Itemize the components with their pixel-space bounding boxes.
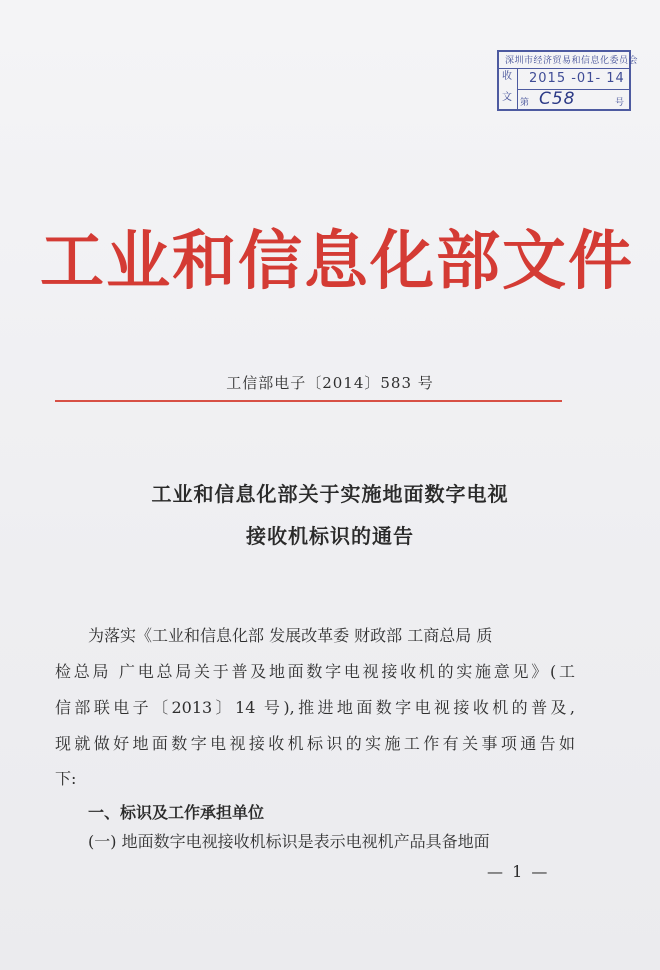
receipt-stamp [497, 50, 639, 111]
sub-item-line: (一) 地面数字电视接收机标识是表示电视机产品具备地面 [88, 832, 490, 851]
paragraph-line: 为落实《工业和信息化部 发展改革委 财政部 工商总局 质 [88, 626, 493, 645]
paragraph-line: 现就做好地面数字电视接收机标识的实施工作有关事项通告如 [55, 734, 575, 753]
document-title: 工业和信息化部文件 [40, 224, 634, 299]
paragraph-line: 检总局 广电总局关于普及地面数字电视接收机的实施意见》(工 [55, 662, 575, 681]
page-number: — 1 — [487, 862, 550, 881]
stamp-divider [499, 68, 629, 69]
document-number: 工信部电子〔2014〕583 号 [226, 374, 434, 392]
subject-line-1: 工业和信息化部关于实施地面数字电视 [151, 482, 509, 506]
stamp-number: C58 [539, 89, 576, 109]
stamp-number-prefix: 第 [520, 98, 530, 108]
stamp-label-receive: 收 [502, 71, 512, 82]
stamp-organization: 深圳市经济贸易和信息化委员会 [505, 56, 639, 66]
stamp-number-suffix: 号 [614, 98, 624, 108]
subject-line-2: 接收机标识的通告 [246, 524, 414, 548]
paragraph-line: 下: [55, 769, 77, 788]
stamp-label-document: 文 [502, 92, 512, 103]
stamp-date: 2015 -01- 14 [529, 71, 625, 86]
red-divider-line [55, 400, 562, 402]
section-heading: 一、标识及工作承担单位 [88, 803, 265, 822]
paragraph-line: 信部联电子〔2013〕14 号),推进地面数字电视接收机的普及, [55, 698, 575, 717]
